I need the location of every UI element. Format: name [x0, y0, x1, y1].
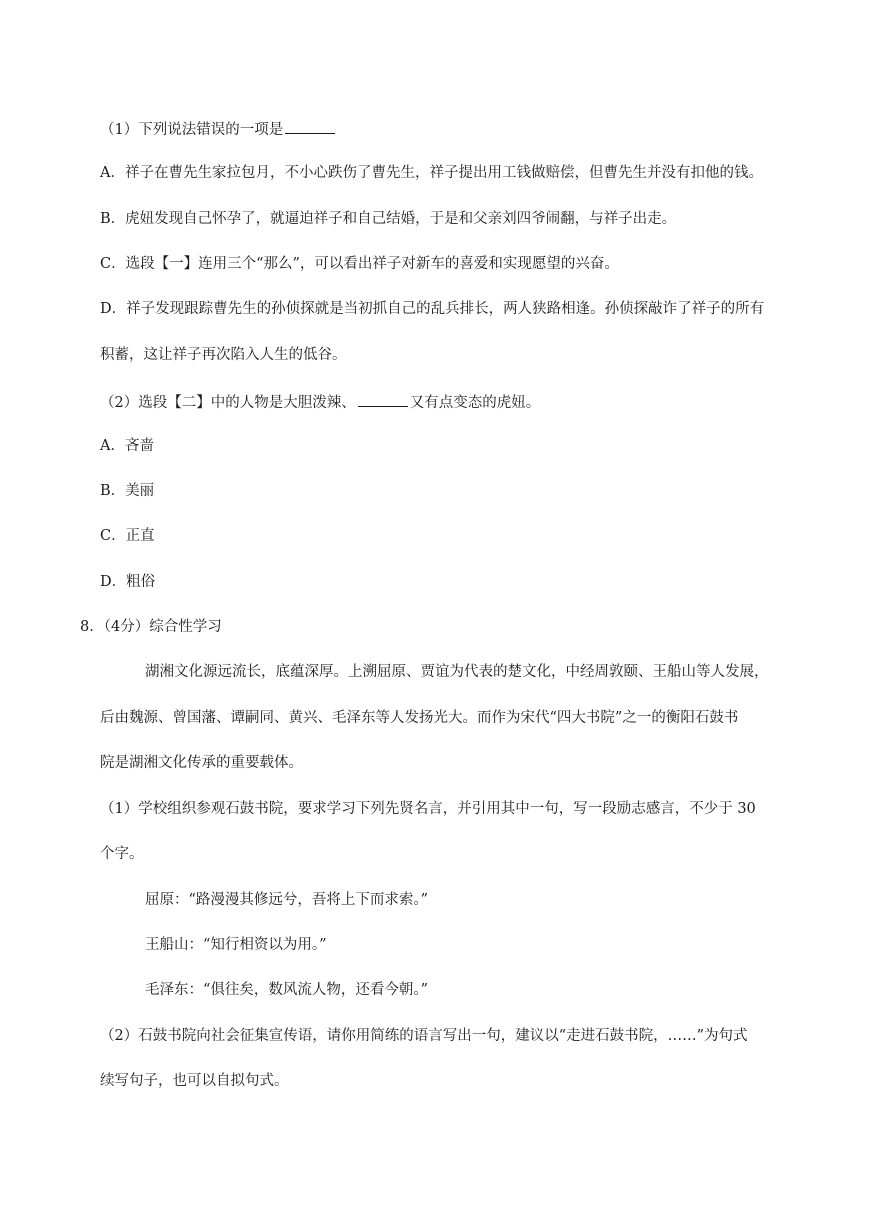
q7-part2-option-c: C．正直 — [100, 528, 155, 544]
quote-qu-yuan: 屈原：“路漫漫其修远兮，吾将上下而求索。” — [145, 892, 429, 908]
q7-part1-stem-text: （1）下列说法错误的一项是 — [100, 122, 284, 138]
q7-part1-option-c: C．选段【一】连用三个“那么”，可以看出祥子对新车的喜爱和实现愿望的兴奋。 — [100, 256, 619, 272]
q7-part1-option-d-line2: 积蓄，这让祥子再次陷入人生的低谷。 — [100, 347, 347, 363]
q7-part2-option-a: A．吝啬 — [100, 438, 154, 454]
q7-part1-option-d-line1: D．祥子发现跟踪曹先生的孙侦探就是当初抓自己的乱兵排长，两人狭路相逢。孙侦探敲诈了祥子的所有 — [100, 301, 765, 317]
q8-part1-line1: （1）学校组织参观石鼓书院，要求学习下列先贤名言，并引用其中一句，写一段励志感言，不少于 30 — [100, 801, 756, 817]
quote-mao-zedong: 毛泽东：“俱往矣，数风流人物，还看今朝。” — [145, 982, 429, 998]
q8-part1-line2: 个字。 — [100, 846, 144, 862]
q7-part2-stem — [100, 391, 540, 413]
q7-part1-option-b: B．虎妞发现自己怀孕了，就逼迫祥子和自己结婚，于是和父亲刘四爷闹翻，与祥子出走。 — [100, 211, 677, 227]
q8-passage-line2: 后由魏源、曾国藩、谭嗣同、黄兴、毛泽东等人发扬光大。而作为宋代“四大书院”之一的衡阳石鼓书 — [100, 710, 739, 726]
answer-blank[interactable] — [358, 391, 408, 407]
q7-part2-option-d: D．粗俗 — [100, 574, 156, 590]
q8-passage-line1: 湖湘文化源远流长，底蕴深厚。上溯屈原、贾谊为代表的楚文化，中经周敦颐、王船山等人发展， — [145, 664, 769, 680]
q8-heading: 8．（4分）综合性学习 — [80, 619, 222, 635]
q8-part2-line2: 续写句子，也可以自拟句式。 — [100, 1073, 289, 1089]
q8-passage-line3: 院是湖湘文化传承的重要载体。 — [100, 755, 303, 771]
q7-part2-option-b: B．美丽 — [100, 483, 155, 499]
q7-part1-stem — [100, 118, 337, 140]
q7-part2-stem-before: （2）选段【二】中的人物是大胆泼辣、 — [100, 395, 356, 411]
q7-part1-option-a: A．祥子在曹先生家拉包月，不小心跌伤了曹先生，祥子提出用工钱做赔偿，但曹先生并没有扣他的钱。 — [100, 165, 763, 181]
answer-blank[interactable] — [285, 118, 335, 134]
q7-part2-stem-after: 又有点变态的虎妞。 — [409, 395, 541, 411]
q8-part2-line1: （2）石鼓书院向社会征集宣传语，请你用简练的语言写出一句，建议以“走进石鼓书院，……”为句式 — [100, 1028, 748, 1044]
quote-wang-chuanshan: 王船山：“知行相资以为用。” — [145, 937, 327, 953]
